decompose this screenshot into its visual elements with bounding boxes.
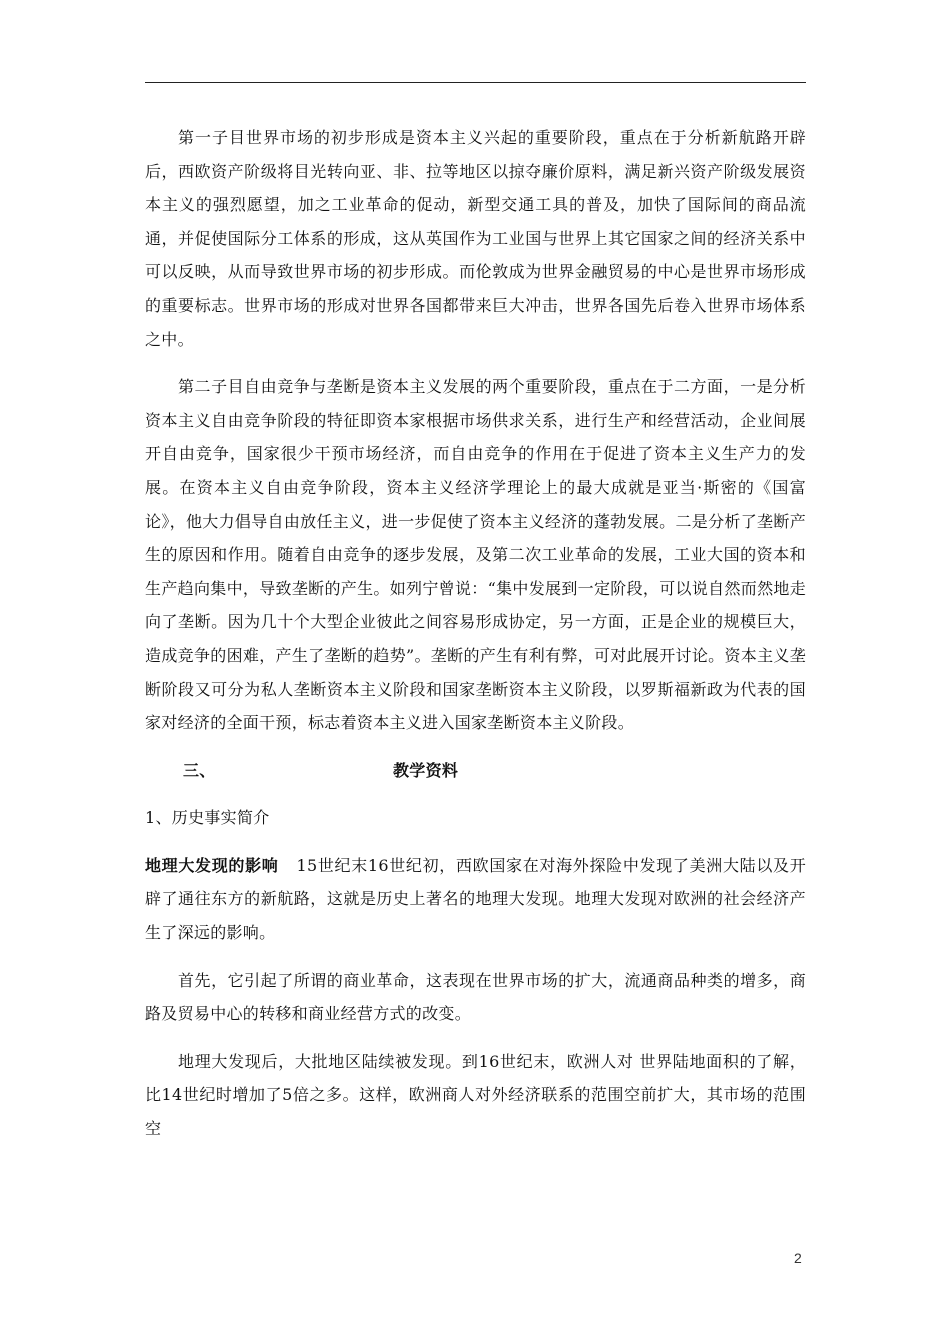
document-body — [145, 121, 806, 1160]
section-number: 三、 — [183, 760, 216, 780]
subsection-heading: 1、历史事实简介 — [145, 808, 270, 828]
paragraph-competition-monopoly: 第二子目自由竞争与垄断是资本主义发展的两个重要阶段，重点在于二方面，一是分析资本主义自由竞争阶段的特征即资本家根据市场供求关系，进行生产和经营活动，企业间展开自由竞争，国家很少干预市场经济，而自由竞争的作用在于促进了资本主义生产力的发展。在资本主义自由竞争阶段，资本主义经济学理论上的最大成就是亚当·斯密的《国富论》，他大力倡导自由放任主义，进一步促使了资本主义经济的蓬勃发展。二是分析了垄断产生的原因和作用。随着自由竞争的逐步发展，及第二次工业革命的发展，工业大国的资本和生产趋向集中，导致垄断的产生。如列宁曾说：“集中发展到一定阶段，可以说自然而然地走向了垄断。因为几十个大型企业彼此之间容易形成协定，另一方面，正是企业的规模巨大，造成竞争的困难，产生了垄断的趋势”。垄断的产生有利有弊，可对此展开讨论。资本主义垄断阶段又可分为私人垄断资本主义阶段和国家垄断资本主义阶段，以罗斯福新政为代表的国家对经济的全面干预，标志着资本主义进入国家垄断资本主义阶段。 — [145, 377, 806, 733]
lead-term: 地理大发现的影响 — [145, 855, 279, 875]
paragraph-world-market: 第一子目世界市场的初步形成是资本主义兴起的重要阶段，重点在于分析新航路开辟后，西欧资产阶级将目光转向亚、非、拉等地区以掠夺廉价原料，满足新兴资产阶级发展资本主义的强烈愿望，加之工业革命的促动，新型交通工具的普及，加快了国际间的商品流通，并促使国际分工体系的形成，这从英国作为工业国与世界上其它国家之间的经济关系中可以反映，从而导致世界市场的初步形成。而伦敦成为世界金融贸易的中心是世界市场形成的重要标志。世界市场的形成对世界各国都带来巨大冲击，世界各国先后卷入世界市场体系之中。 — [145, 128, 806, 349]
header-rule — [145, 82, 806, 83]
lead-text: 15世纪末16世纪初，西欧国家在对海外探险中发现了美洲大陆以及开辟了通往东方的新航路，这就是历史上著名的地理大发现。地理大发现对欧洲的社会经济产生了深远的影响。 — [145, 855, 807, 943]
section-heading — [145, 754, 806, 788]
paragraph-discovery-scope: 地理大发现后，大批地区陆续被发现。到16世纪末，欧洲人对 世界陆地面积的了解，比14世纪时增加了5倍之多。这样，欧洲商人对外经济联系的范围空前扩大，其市场的范围空 — [145, 1051, 806, 1139]
paragraph-commercial-revolution: 首先，它引起了所谓的商业革命，这表现在世界市场的扩大，流通商品种类的增多，商路及贸易中心的转移和商业经营方式的改变。 — [145, 970, 806, 1024]
paragraph-geographic-discovery — [145, 849, 806, 950]
section-title: 教学资料 — [393, 760, 459, 780]
page-number: 2 — [794, 1250, 802, 1266]
